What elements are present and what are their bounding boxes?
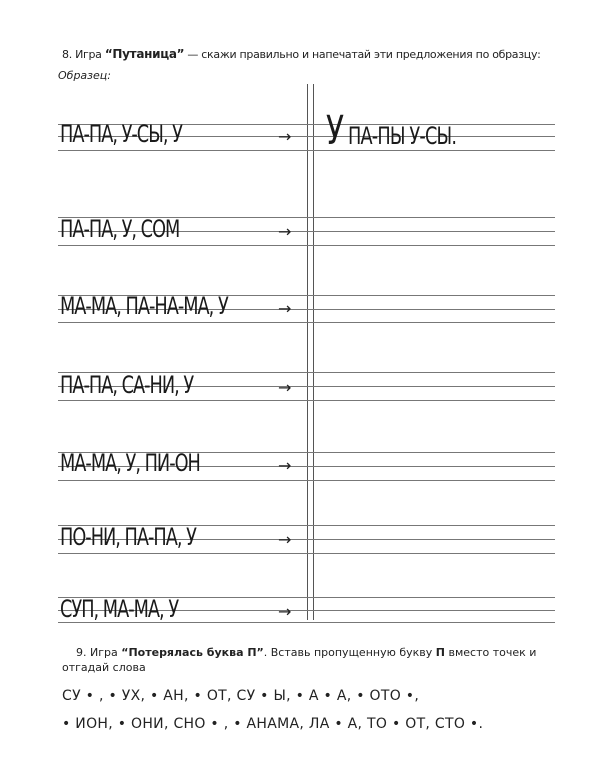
task9-prefix: . Игра bbox=[83, 646, 122, 659]
sample-answer-text: ПА-ПЫ У-СЫ. bbox=[343, 122, 457, 150]
arrow-icon: → bbox=[278, 127, 292, 146]
word-list-line-1: СУ • , • УХ, • АН, • ОТ, СУ • Ы, • А • А, • ОТО •, bbox=[62, 688, 420, 704]
writing-line bbox=[58, 553, 555, 554]
task9-title bbox=[76, 646, 536, 659]
scrambled-sentence: ПА-ПА, СА-НИ, У bbox=[60, 371, 194, 399]
task9-game-name: “Потерялась буква П” bbox=[121, 646, 264, 659]
task9-instruction-a: . Вставь пропущенную букву bbox=[263, 646, 436, 659]
sample-answer-first-letter: У bbox=[326, 108, 344, 154]
task9-instruction-b: вместо точек и bbox=[445, 646, 537, 659]
word-list-line-2: • ИОН, • ОНИ, СНО • , • АНАМА, ЛА • А, ТО • ОТ, СТО •. bbox=[62, 716, 484, 732]
arrow-icon: → bbox=[278, 222, 292, 241]
writing-line bbox=[58, 480, 555, 481]
task8-prefix: . Игра bbox=[68, 48, 105, 61]
task9-letter: П bbox=[435, 646, 445, 659]
task8-title bbox=[62, 47, 541, 61]
scrambled-sentence: СУП, МА-МА, У bbox=[60, 595, 179, 623]
arrow-icon: → bbox=[278, 299, 292, 318]
task8-instruction: — скажи правильно и напечатай эти предложения по образцу: bbox=[184, 48, 541, 61]
writing-line bbox=[58, 400, 555, 401]
task9-number: 9 bbox=[76, 646, 83, 659]
arrow-icon: → bbox=[278, 378, 292, 397]
arrow-icon: → bbox=[278, 602, 292, 621]
sample-label: Образец: bbox=[58, 69, 111, 82]
writing-line bbox=[58, 322, 555, 323]
scrambled-sentence: ПА-ПА, У, СОМ bbox=[60, 215, 180, 243]
arrow-icon: → bbox=[278, 456, 292, 475]
writing-line bbox=[58, 245, 555, 246]
scrambled-sentence: МА-МА, У, ПИ-ОН bbox=[60, 449, 200, 477]
arrow-icon: → bbox=[278, 530, 292, 549]
task9-instruction-line2: отгадай слова bbox=[62, 661, 146, 674]
task8-number: 8 bbox=[62, 48, 69, 61]
scrambled-sentence: МА-МА, ПА-НА-МА, У bbox=[60, 292, 228, 320]
task8-game-name: “Путаница” bbox=[104, 47, 185, 61]
writing-line bbox=[58, 150, 555, 151]
scrambled-sentence: ПО-НИ, ПА-ПА, У bbox=[60, 523, 196, 551]
sample-answer bbox=[326, 108, 456, 154]
scrambled-sentence: ПА-ПА, У-СЫ, У bbox=[60, 120, 182, 148]
